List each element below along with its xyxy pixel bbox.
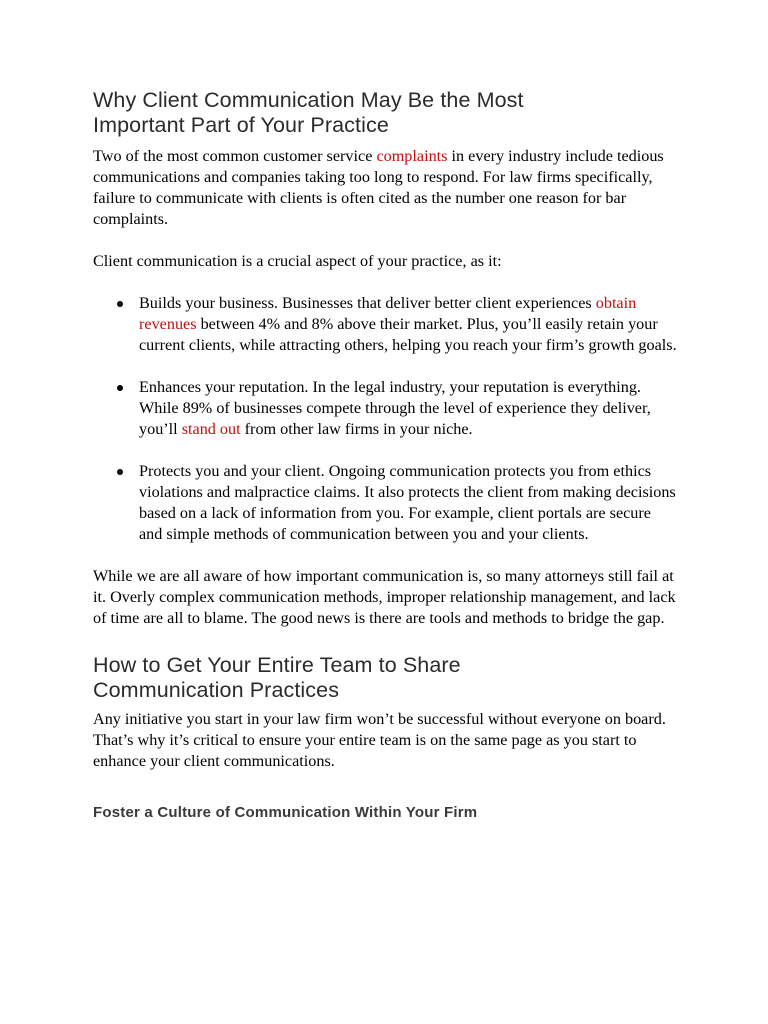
list-item-builds-business — [93, 293, 678, 356]
list-item-enhances-reputation — [93, 377, 678, 440]
obtain-revenues-link[interactable]: obtain revenues — [139, 294, 637, 333]
list-item-protects-client — [93, 461, 678, 545]
list-item-text: from other law firms in your niche. — [240, 420, 473, 438]
benefits-list — [93, 293, 678, 545]
bullet-icon — [117, 469, 123, 475]
list-item-text: Protects you and your client. Ongoing communication protects you from ethics violations and malpractice claims. It also protects the client from making decisions based on a lack of information from you. For example, client portals are secure and simple methods of communication between you and your clients. — [139, 462, 676, 543]
team-paragraph: Any initiative you start in your law firm won’t be successful without everyone on board. That’s why it’s critical to ensure your entire team is on the same page as you start to enhance your client communications. — [93, 710, 666, 770]
bullet-icon — [117, 301, 123, 307]
intro-paragraph — [93, 146, 678, 230]
intro-text-before-link: Two of the most common customer service — [93, 147, 377, 165]
section-title-client-communication — [93, 88, 678, 138]
list-item-text: Builds your business. Businesses that deliver better client experiences — [139, 294, 596, 312]
section-title-line-1: Why Client Communication May Be the Most — [93, 88, 524, 112]
section-title-line-1: How to Get Your Entire Team to Share — [93, 653, 461, 677]
list-item-text: Enhances your reputation. In the legal industry, your reputation is everything. While 89% of businesses compete through the level of experience they deliver, you’ll — [139, 378, 651, 438]
stand-out-link[interactable]: stand out — [181, 420, 241, 438]
document-page — [93, 88, 678, 822]
section-title-line-2: Important Part of Your Practice — [93, 113, 389, 137]
bullet-icon — [117, 385, 123, 391]
intro-text-after-link: in every industry include tedious communications and companies taking too long to respond. For law firms specifically, failure to communicate with clients is often cited as the number one reason for bar complaints. — [93, 147, 664, 228]
section-title-line-2: Communication Practices — [93, 678, 340, 702]
closing-paragraph: While we are all aware of how important communication is, so many attorneys still fail at it. Overly complex communication methods, improper relationship management, and lack of time are all to blame. The good news is there are tools and methods to bridge the gap. — [93, 567, 676, 627]
lead-in-paragraph: Client communication is a crucial aspect of your practice, as it: — [93, 252, 502, 270]
list-item-text: between 4% and 8% above their market. Plus, you’ll easily retain your current clients, while attracting others, helping you reach your firm’s growth goals. — [139, 315, 677, 354]
section-title-team-practices — [93, 653, 678, 703]
subheading-foster-culture: Foster a Culture of Communication Within Your Firm — [93, 804, 478, 821]
complaints-link[interactable]: complaints — [376, 147, 448, 165]
